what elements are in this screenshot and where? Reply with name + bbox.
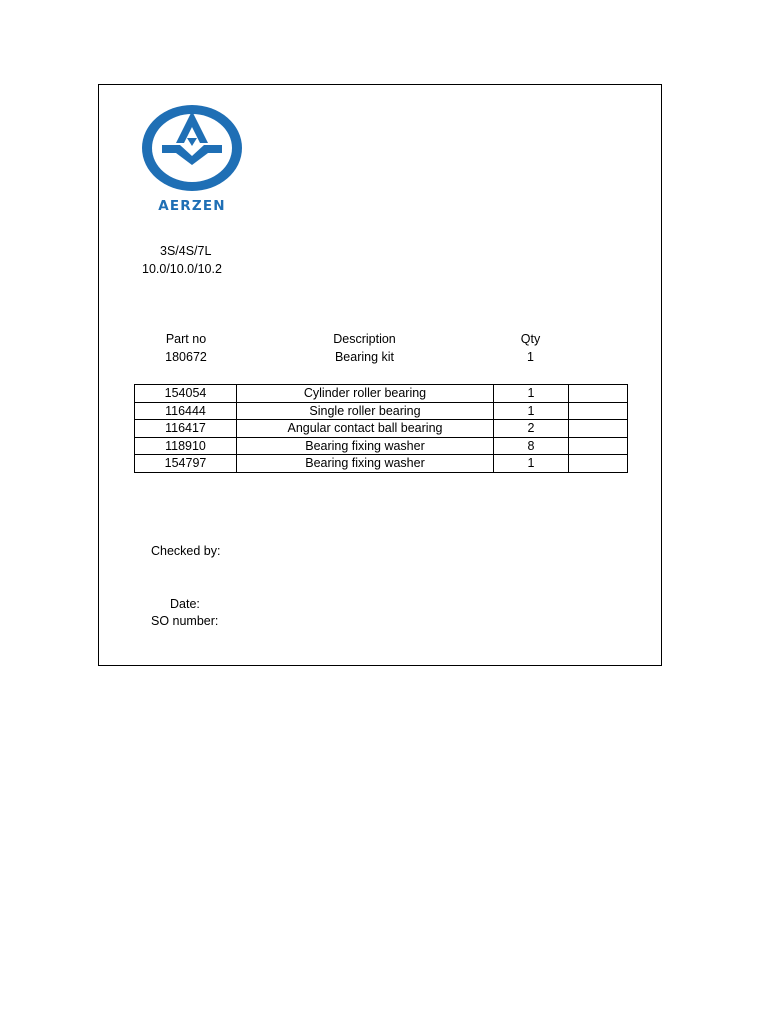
description-header: Description: [333, 332, 396, 346]
kit-qty: 1: [527, 350, 534, 364]
part-no-cell: 154054: [135, 385, 237, 403]
table-row: [135, 437, 628, 455]
qty-cell: 1: [494, 402, 569, 420]
description-cell: Single roller bearing: [237, 402, 494, 420]
kit-description: Bearing kit: [334, 350, 395, 364]
description-cell: Angular contact ball bearing: [237, 420, 494, 438]
model-line-1: 3S/4S/7L: [160, 244, 212, 258]
part-no-cell: 116417: [135, 420, 237, 438]
part-no-cell: 118910: [135, 437, 237, 455]
qty-cell: 2: [494, 420, 569, 438]
qty-header: Qty: [520, 332, 541, 346]
description-cell: Bearing fixing washer: [237, 455, 494, 473]
description-cell: Bearing fixing washer: [237, 437, 494, 455]
brand-wordmark: AERZEN: [158, 198, 226, 213]
qty-cell: 1: [494, 385, 569, 403]
so-number-label: SO number:: [151, 614, 219, 628]
check-cell: [569, 402, 628, 420]
table-row: [135, 402, 628, 420]
part-no-header: Part no: [165, 332, 207, 346]
date-label: Date:: [170, 597, 200, 611]
qty-cell: 8: [494, 437, 569, 455]
check-cell: [569, 455, 628, 473]
check-cell: [569, 385, 628, 403]
table-row: [135, 385, 628, 403]
table-row: [135, 455, 628, 473]
aerzen-logo: [138, 101, 246, 213]
check-cell: [569, 437, 628, 455]
kit-part-no: 180672: [165, 350, 207, 364]
model-line-2: 10.0/10.0/10.2: [142, 262, 222, 276]
check-cell: [569, 420, 628, 438]
part-no-cell: 154797: [135, 455, 237, 473]
checked-by-label: Checked by:: [151, 544, 221, 558]
description-cell: Cylinder roller bearing: [237, 385, 494, 403]
table-row: [135, 420, 628, 438]
part-no-cell: 116444: [135, 402, 237, 420]
parts-table: [134, 384, 628, 473]
qty-cell: 1: [494, 455, 569, 473]
